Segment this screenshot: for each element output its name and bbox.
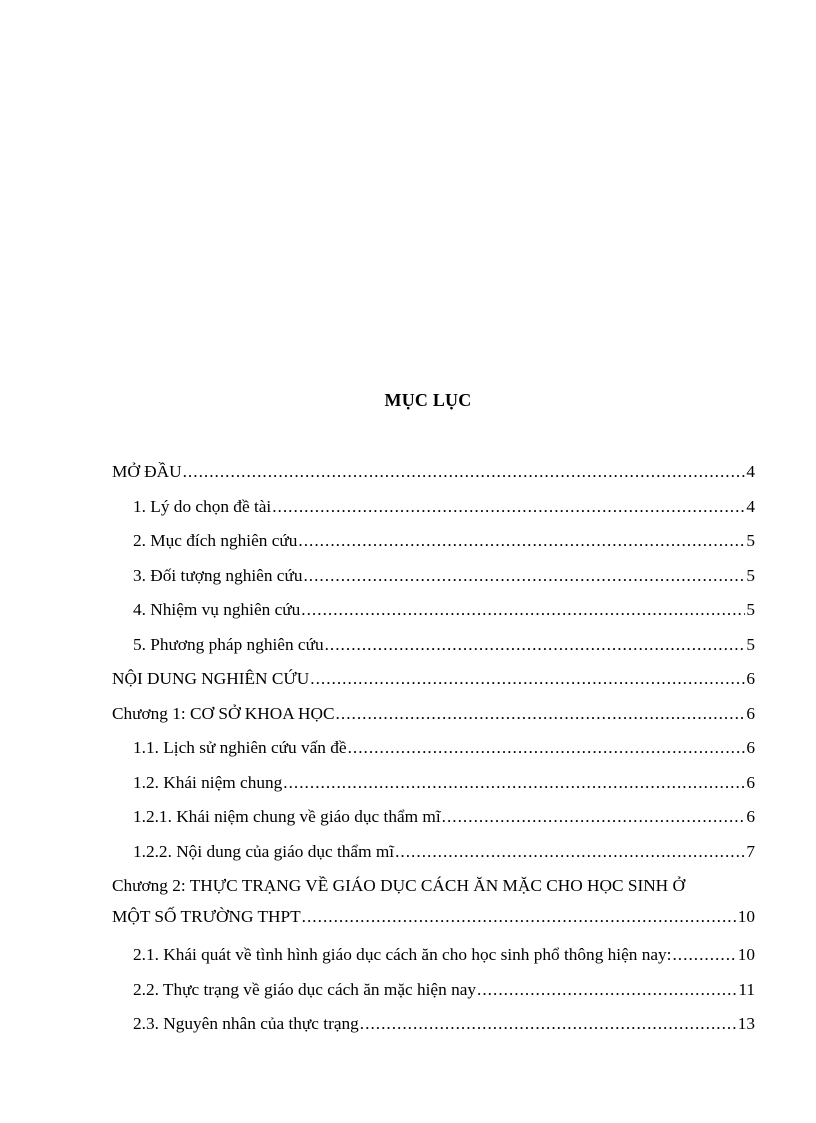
toc-entry-label: 2.3. Nguyên nhân của thực trạng <box>133 1014 359 1033</box>
toc-page-number: 6 <box>746 772 755 792</box>
toc-entry-label: 4. Nhiệm vụ nghiên cứu <box>133 600 301 619</box>
toc-entry-label: 1.1. Lịch sử nghiên cứu vấn đề <box>133 738 347 757</box>
toc-page-number: 6 <box>746 703 755 723</box>
toc-entry-label-line2: MỘT SỐ TRƯỜNG THPT <box>112 906 301 926</box>
toc-entry-chuong-1[interactable] <box>112 700 755 735</box>
toc-page-number: 10 <box>737 945 755 964</box>
toc-entry-doi-tuong[interactable] <box>112 562 755 597</box>
toc-entry-ly-do[interactable] <box>112 493 755 528</box>
toc-entry-muc-dich[interactable] <box>112 527 755 562</box>
toc-entry-label: 2.2. Thực trạng về giáo dục cách ăn mặc hiện nay <box>133 979 477 999</box>
toc-entry-nhiem-vu[interactable] <box>112 596 755 631</box>
leader-dots <box>301 600 745 620</box>
leader-dots <box>310 669 745 689</box>
toc-entry-label: 1.2. Khái niệm chung <box>133 772 283 792</box>
toc-entry-chuong-2[interactable] <box>112 872 755 941</box>
toc-page-number: 5 <box>746 565 755 585</box>
toc-entry-label: 1.2.1. Khái niệm chung về giáo dục thẩm mĩ <box>133 807 441 826</box>
leader-dots <box>303 566 745 586</box>
toc-entry-label: 2. Mục đích nghiên cứu <box>133 531 298 550</box>
leader-dots <box>442 807 746 827</box>
toc-entry-label: NỘI DUNG NGHIÊN CỨU <box>112 669 310 688</box>
toc-page-number: 4 <box>746 462 755 481</box>
leader-dots <box>348 738 746 758</box>
toc-page-number: 10 <box>737 906 755 926</box>
toc-entry-label: 5. Phương pháp nghiên cứu <box>133 634 324 654</box>
leader-dots <box>183 462 746 482</box>
leader-dots <box>302 907 737 927</box>
leader-dots <box>477 980 737 1000</box>
toc-entry-label: 1.2.2. Nội dung của giáo dục thẩm mĩ <box>133 841 395 861</box>
toc-entry-mo-dau[interactable] <box>112 458 755 493</box>
toc-page-number: 4 <box>746 496 755 516</box>
leader-dots <box>672 945 736 965</box>
leader-dots <box>336 704 746 724</box>
toc-page-number: 11 <box>738 979 755 999</box>
toc-entry-1-2[interactable] <box>112 769 755 804</box>
toc-page-number: 13 <box>737 1014 755 1033</box>
leader-dots <box>325 635 746 655</box>
leader-dots <box>298 531 745 551</box>
toc-entry-2-3[interactable] <box>112 1010 755 1045</box>
toc-page-number: 6 <box>746 738 755 757</box>
toc-entry-label: MỞ ĐẦU <box>112 462 182 481</box>
toc-page-number: 6 <box>746 807 755 826</box>
toc-page-number: 5 <box>746 600 755 619</box>
toc-page-number: 6 <box>746 669 755 688</box>
toc-entry-1-1[interactable] <box>112 734 755 769</box>
toc-page-number: 5 <box>746 634 755 654</box>
toc-entry-label: 2.1. Khái quát về tình hình giáo dục cách ăn cho học sinh phổ thông hiện nay: <box>133 945 672 964</box>
leader-dots <box>272 497 745 517</box>
toc-entry-1-2-1[interactable] <box>112 803 755 838</box>
toc-entry-2-1[interactable] <box>112 941 755 976</box>
toc-entry-label: Chương 1: CƠ SỞ KHOA HỌC <box>112 703 335 723</box>
page-title: MỤC LỤC <box>384 390 472 410</box>
toc-page-number: 7 <box>746 841 755 861</box>
leader-dots <box>283 773 745 793</box>
toc-entry-label: 3. Đối tượng nghiên cứu <box>133 565 303 585</box>
leader-dots <box>395 842 745 862</box>
table-of-contents <box>112 458 755 1045</box>
toc-entry-phuong-phap[interactable] <box>112 631 755 666</box>
toc-page-number: 5 <box>746 531 755 550</box>
toc-entry-2-2[interactable] <box>112 976 755 1011</box>
toc-entry-label: 1. Lý do chọn đề tài <box>133 496 272 516</box>
leader-dots <box>360 1014 737 1034</box>
toc-entry-noi-dung[interactable] <box>112 665 755 700</box>
toc-entry-label-line1: Chương 2: THỰC TRẠNG VỀ GIÁO DỤC CÁCH ĂN MẶC CHO HỌC SINH Ở <box>112 876 685 895</box>
toc-entry-1-2-2[interactable] <box>112 838 755 873</box>
